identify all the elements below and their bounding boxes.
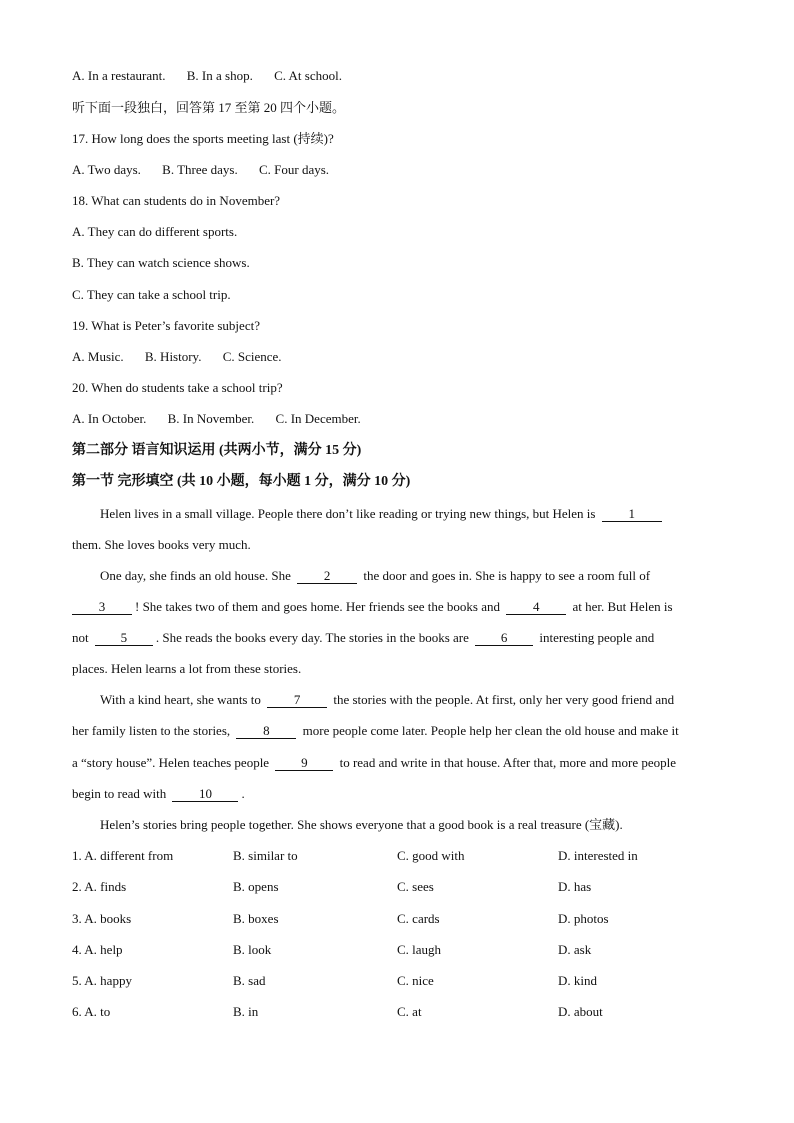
blank-10[interactable]: 10 bbox=[172, 787, 238, 802]
option-c: C. Science. bbox=[222, 349, 282, 364]
part-heading: 第二部分 语言知识运用 (共两小节，满分 15 分) bbox=[72, 443, 362, 458]
choice-c[interactable]: C. sees bbox=[397, 879, 434, 894]
option-a: A. In October. bbox=[72, 411, 147, 426]
option-b: B. History. bbox=[144, 349, 202, 364]
passage-line: her family listen to the stories, 8 more people come later. People help her clean the old house and make it bbox=[72, 723, 679, 738]
answer-options-16 bbox=[72, 67, 342, 85]
option-c: C. At school. bbox=[274, 68, 342, 83]
answer-options-19 bbox=[72, 348, 282, 366]
choice-c[interactable]: C. good with bbox=[397, 848, 465, 863]
option-c: C. In December. bbox=[275, 411, 361, 426]
choice-d[interactable]: D. interested in bbox=[558, 848, 638, 863]
passage-line: a “story house”. Helen teaches people 9 to read and write in that house. After that, more and more people bbox=[72, 755, 677, 770]
choice-c[interactable]: C. at bbox=[397, 1004, 422, 1019]
passage-line: Helen’s stories bring people together. She shows everyone that a good book is a real treasure (宝藏). bbox=[100, 817, 623, 832]
choice-d[interactable]: D. kind bbox=[558, 973, 597, 988]
blank-7[interactable]: 7 bbox=[267, 693, 327, 708]
passage-line: Helen lives in a small village. People there don’t like reading or trying new things, but Helen is 1 bbox=[100, 505, 665, 523]
passage-line: With a kind heart, she wants to 7 the stories with the people. At first, only her very good friend and bbox=[100, 692, 675, 707]
choice-b[interactable]: B. sad bbox=[233, 973, 266, 988]
choice-a[interactable]: 6. A. to bbox=[72, 1004, 111, 1019]
question-19: 19. What is Peter’s favorite subject? bbox=[72, 318, 260, 333]
blank-1[interactable]: 1 bbox=[602, 507, 662, 522]
option-b: B. In November. bbox=[167, 411, 255, 426]
question-20: 20. When do students take a school trip? bbox=[72, 380, 283, 395]
option-c: C. They can take a school trip. bbox=[72, 287, 231, 302]
question-17: 17. How long does the sports meeting last (持续)? bbox=[72, 131, 334, 146]
choice-row bbox=[72, 972, 732, 990]
choice-d[interactable]: D. about bbox=[558, 1004, 603, 1019]
choice-b[interactable]: B. look bbox=[233, 942, 272, 957]
question-18: 18. What can students do in November? bbox=[72, 193, 281, 208]
blank-8[interactable]: 8 bbox=[236, 724, 296, 739]
option-b: B. In a shop. bbox=[186, 68, 253, 83]
choice-c[interactable]: C. laugh bbox=[397, 942, 442, 957]
passage-line: One day, she finds an old house. She 2 the door and goes in. She is happy to see a room full of bbox=[100, 568, 651, 583]
choice-b[interactable]: B. boxes bbox=[233, 911, 279, 926]
option-c: C. Four days. bbox=[258, 162, 330, 177]
choice-a[interactable]: 2. A. finds bbox=[72, 879, 127, 894]
choice-d[interactable]: D. photos bbox=[558, 911, 609, 926]
monologue-instruction: 听下面一段独白，回答第 17 至第 20 四个小题。 bbox=[72, 100, 346, 115]
answer-options-20 bbox=[72, 410, 361, 428]
passage-line: not 5 . She reads the books every day. The stories in the books are 6 interesting people and bbox=[72, 630, 655, 645]
passage-line: begin to read with 10 . bbox=[72, 786, 245, 801]
section-heading: 第一节 完形填空 (共 10 小题，每小题 1 分，满分 10 分) bbox=[72, 474, 411, 489]
passage-line: 3 ! She takes two of them and goes home. Her friends see the books and 4 at her. But Helen is bbox=[72, 598, 673, 616]
choice-row bbox=[72, 1003, 732, 1021]
answer-options-17 bbox=[72, 161, 329, 179]
choice-row bbox=[72, 941, 732, 959]
option-a: A. They can do different sports. bbox=[72, 224, 238, 239]
passage-line: places. Helen learns a lot from these stories. bbox=[72, 661, 302, 676]
choice-a[interactable]: 4. A. help bbox=[72, 942, 123, 957]
option-a: A. In a restaurant. bbox=[72, 68, 166, 83]
choice-a[interactable]: 5. A. happy bbox=[72, 973, 132, 988]
choice-b[interactable]: B. opens bbox=[233, 879, 279, 894]
choice-b[interactable]: B. similar to bbox=[233, 848, 298, 863]
choice-a[interactable]: 1. A. different from bbox=[72, 848, 174, 863]
blank-2[interactable]: 2 bbox=[297, 569, 357, 584]
option-b: B. Three days. bbox=[162, 162, 238, 177]
choice-b[interactable]: B. in bbox=[233, 1004, 259, 1019]
option-a: A. Two days. bbox=[72, 162, 141, 177]
choice-a[interactable]: 3. A. books bbox=[72, 911, 132, 926]
choice-c[interactable]: C. cards bbox=[397, 911, 440, 926]
blank-5[interactable]: 5 bbox=[95, 631, 153, 646]
choice-d[interactable]: D. has bbox=[558, 879, 592, 894]
choice-d[interactable]: D. ask bbox=[558, 942, 592, 957]
choice-row bbox=[72, 910, 732, 928]
option-b: B. They can watch science shows. bbox=[72, 255, 250, 270]
choice-row bbox=[72, 878, 732, 896]
blank-9[interactable]: 9 bbox=[275, 756, 333, 771]
choice-c[interactable]: C. nice bbox=[397, 973, 434, 988]
passage-line: them. She loves books very much. bbox=[72, 537, 251, 552]
option-a: A. Music. bbox=[72, 349, 124, 364]
choice-row bbox=[72, 847, 732, 865]
blank-3[interactable]: 3 bbox=[72, 600, 132, 615]
blank-6[interactable]: 6 bbox=[475, 631, 533, 646]
blank-4[interactable]: 4 bbox=[506, 600, 566, 615]
